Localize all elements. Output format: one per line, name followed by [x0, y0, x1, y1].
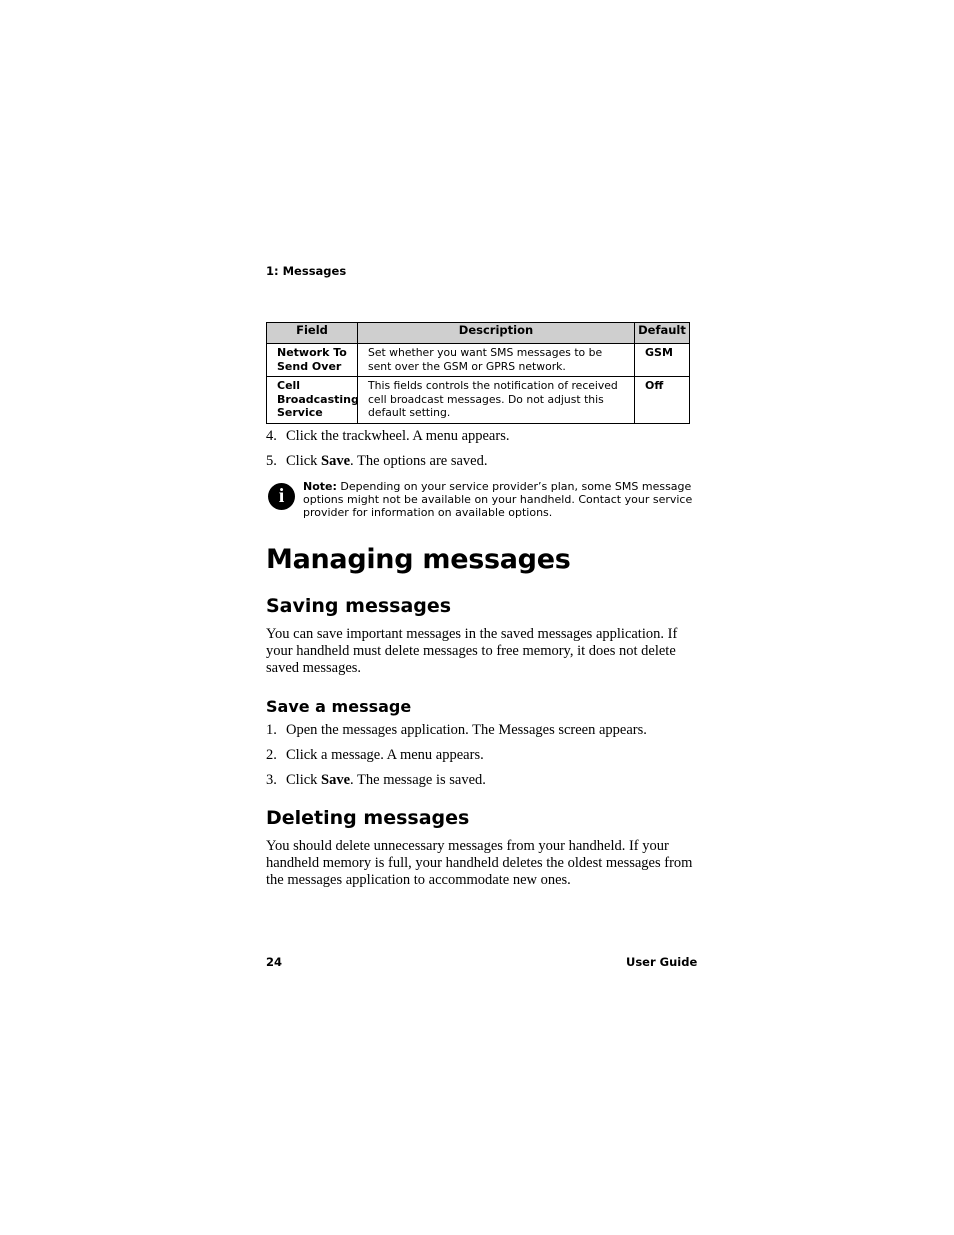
subsection-title-saving: Saving messages	[266, 595, 452, 617]
page-number: 24	[266, 955, 283, 969]
info-icon: i	[268, 483, 295, 510]
step-item: 1. Open the messages application. The Messages screen appears.	[266, 722, 647, 738]
column-header-default: Default	[635, 323, 690, 344]
step-item: 4. Click the trackwheel. A menu appears.	[266, 428, 510, 444]
column-header-field: Field	[267, 323, 358, 344]
table-header-row	[267, 323, 690, 344]
note	[303, 480, 693, 519]
table-row	[267, 377, 690, 424]
default-cell: Off	[635, 377, 690, 424]
running-header: 1: Messages	[266, 264, 347, 278]
footer-title: User Guide	[626, 955, 698, 969]
default-cell: GSM	[635, 344, 690, 377]
procedure-title: Save a message	[266, 697, 412, 716]
column-header-description: Description	[358, 323, 635, 344]
note-text: Depending on your service provider’s plan, some SMS message options might not be available on your handheld. Contact your service provider for information on available options.	[303, 480, 693, 519]
step-item: 5. Click Save. The options are saved.	[266, 453, 488, 469]
section-title: Managing messages	[266, 544, 571, 575]
description-cell: Set whether you want SMS messages to be sent over the GSM or GPRS network.	[358, 344, 635, 377]
saving-paragraph: You can save important messages in the saved messages application. If your handheld must delete messages to free memory, it does not delete saved messages.	[266, 626, 678, 676]
description-cell: This fields controls the notification of received cell broadcast messages. Do not adjust this default setting.	[358, 377, 635, 424]
subsection-title-deleting: Deleting messages	[266, 807, 470, 829]
field-cell: Cell Broadcasting Service	[267, 377, 358, 424]
step-item: 2. Click a message. A menu appears.	[266, 747, 484, 763]
table-row	[267, 344, 690, 377]
options-table	[266, 322, 690, 424]
step-item: 3. Click Save. The message is saved.	[266, 772, 486, 788]
field-cell: Network To Send Over	[267, 344, 358, 377]
deleting-paragraph: You should delete unnecessary messages from your handheld. If your handheld memory is full, your handheld deletes the oldest messages from the messages application to accommodate new ones.	[266, 838, 693, 888]
note-label: Note:	[303, 480, 337, 493]
